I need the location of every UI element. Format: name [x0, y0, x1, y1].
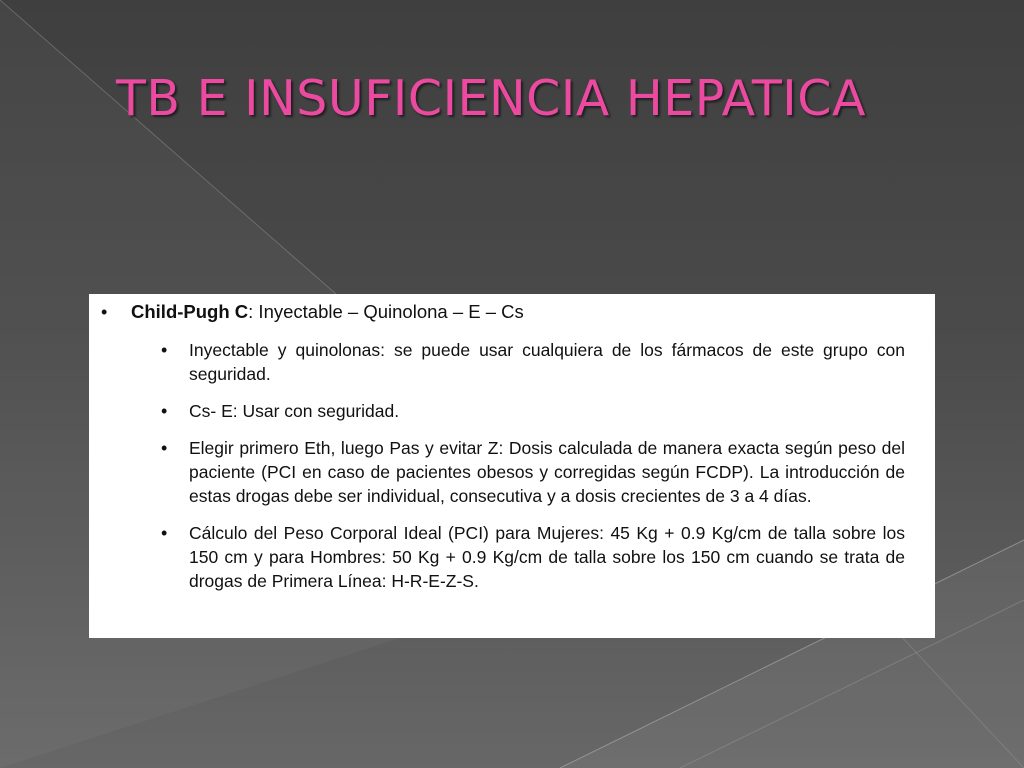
list-item	[161, 399, 905, 423]
bullet-icon: •	[161, 340, 168, 360]
slide-title: TB E INSUFICIENCIA HEPATICA	[116, 70, 866, 127]
main-bullet-item	[101, 301, 905, 323]
list-item-text: Elegir primero Eth, luego Pas y evitar Z: Dosis calculada de manera exacta según peso del paciente (PCI en caso de pacientes obesos y corregidas según FCDP). La introducción de estas drogas debe ser individual, consecutiva y a dosis crecientes de 3 a 4 días.	[189, 438, 905, 506]
content-image	[89, 294, 935, 638]
bullet-icon: •	[161, 401, 168, 421]
list-item-text: Cálculo del Peso Corporal Ideal (PCI) para Mujeres: 45 Kg + 0.9 Kg/cm de talla sobre los 150 cm y para Hombres: 50 Kg + 0.9 Kg/cm de talla sobre los 150 cm cuando se trata de drogas de Primera Línea: H-R-E-Z-S.	[189, 523, 905, 591]
main-bullet-text	[131, 301, 524, 323]
bullet-icon: •	[101, 302, 108, 322]
bullet-icon: •	[161, 523, 168, 543]
list-item	[161, 436, 905, 508]
list-item-text: Cs- E: Usar con seguridad.	[189, 401, 400, 421]
list-item	[161, 338, 905, 386]
child-pugh-label: Child-Pugh C	[131, 301, 249, 322]
sub-bullet-list	[161, 338, 905, 593]
bullet-icon: •	[161, 438, 168, 458]
list-item	[161, 521, 905, 593]
main-bullet-detail: : Inyectable – Quinolona – E – Cs	[248, 301, 524, 322]
list-item-text: Inyectable y quinolonas: se puede usar cualquiera de los fármacos de este grupo con seguridad.	[189, 340, 905, 384]
